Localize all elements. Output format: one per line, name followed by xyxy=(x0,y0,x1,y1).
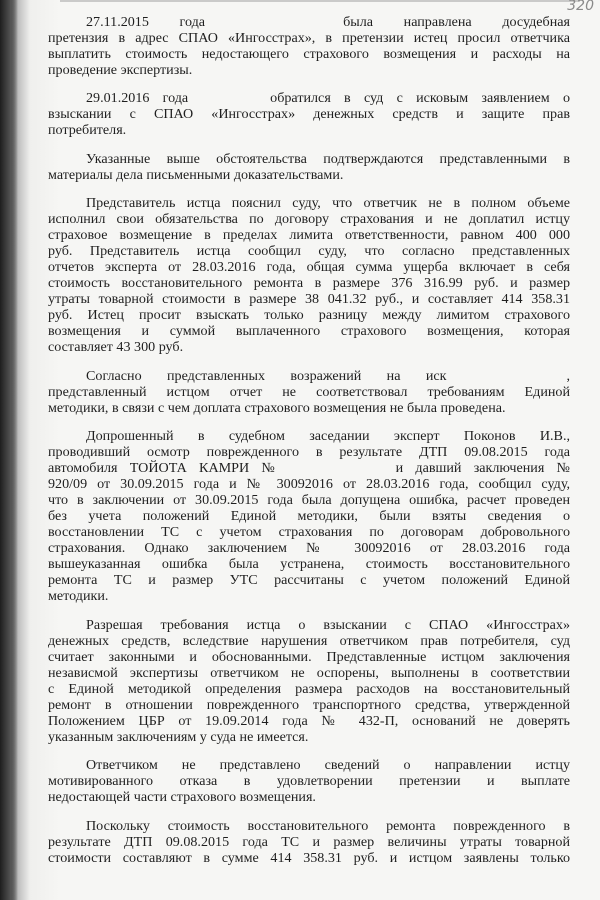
text-line: методики, в связи с чем доплата страхового возмещения не была проведена. xyxy=(48,399,506,416)
text-line: результате ДТП 09.08.2015 года ТС и размер величины утраты товарной xyxy=(48,833,570,850)
text-line: методики. xyxy=(48,588,109,605)
text-line: ремонт в отношении поврежденного транспортного средства, утвержденной xyxy=(48,696,570,713)
paragraph xyxy=(48,151,570,183)
paragraph xyxy=(48,818,570,866)
text-line: считает законными и обоснованными. Представленные истцом заключения xyxy=(48,648,570,665)
text-line: 27.11.2015 года была направлена досудебная xyxy=(86,14,570,30)
paragraph xyxy=(48,617,570,745)
text-line: руб. Представитель истца сообщил суду, что согласно представленных xyxy=(48,243,570,260)
text-line: проведение экспертизы. xyxy=(48,62,193,79)
text-line: Положением ЦБР от 19.09.2014 года № 432-П, оснований не доверять xyxy=(48,712,570,729)
text-line: отчетов эксперта от 28.03.2016 года, общая сумма ущерба включает в себя xyxy=(48,259,570,276)
text-line: без учета положений Единой методики, были взяты сведения о xyxy=(48,508,570,525)
text-line: мотивированного отказа в удовлетворении претензии и выплате xyxy=(48,773,570,790)
text-line: Разрешая требования истца о взыскании с СПАО «Ингосстрах» xyxy=(86,616,570,633)
text-line: материалы дела письменными доказательствами. xyxy=(48,166,344,183)
paragraph xyxy=(48,757,570,805)
text-line: взыскании с СПАО «Ингосстрах» денежных средств и защите прав xyxy=(48,106,570,123)
text-line: Допрошенный в судебном заседании эксперт Поконов И.В., xyxy=(86,427,570,444)
text-line: проводивший осмотр поврежденного в результате ДТП 09.08.2015 года xyxy=(48,444,570,461)
text-line: с Единой методикой определения размера расходов на восстановительный xyxy=(48,680,570,697)
text-line: восстановлении ТС с учетом страхования по договорам добровольного xyxy=(48,524,570,541)
text-line: Ответчиком не представлено сведений о направлении истцу xyxy=(86,757,570,774)
document-body xyxy=(48,14,570,878)
text-line: денежных средств, вследствие нарушения ответчиком прав потребителя, суд xyxy=(48,632,570,649)
scan-shadow-edge xyxy=(0,0,18,900)
text-line: Представитель истца пояснил суду, что ответчик не в полном объеме xyxy=(86,194,570,211)
text-line: выплатить стоимость недостающего страхового возмещения и расходы на xyxy=(48,46,570,63)
text-line: независмой экспертизы ответчиком не оспорены, выполнены в соответствии xyxy=(48,664,570,681)
paragraph xyxy=(48,14,570,78)
text-line: ремонта ТС и размер УТС рассчитаны с учетом положений Единой xyxy=(48,572,570,589)
text-line: что в заключении от 30.09.2015 года была допущена ошибка, расчет проведен xyxy=(48,492,570,509)
text-line: стоимость восстановительного ремонта в размере 376 316.99 руб. и размер xyxy=(48,275,570,292)
text-line: указанным заключениям у суда не имеется. xyxy=(48,729,309,745)
text-line: вышеуказанная ошибка была устранена, стоимость восстановительного xyxy=(48,556,570,573)
text-line: претензия в адрес СПАО «Ингосстрах», в претензии истец просил ответчика xyxy=(48,30,570,47)
text-line: 29.01.2016 года обратился в суд с исковым заявлением о xyxy=(86,90,570,107)
paragraph xyxy=(48,195,570,355)
text-line: Поскольку стоимость восстановительного ремонта поврежденного в xyxy=(86,817,570,834)
top-scan-line xyxy=(60,0,580,2)
text-line: представленный истцом отчет не соответствовал требованиям Единой xyxy=(48,383,570,400)
text-line: автомобиля ТОЙОТА КАМРИ № и давший заключения № xyxy=(48,460,570,477)
paragraph xyxy=(48,428,570,605)
text-line: страхования. Однако заключением № 30092016 от 28.03.2016 года xyxy=(48,540,570,557)
paragraph xyxy=(48,90,570,138)
page-number: 320 xyxy=(567,0,594,14)
text-line: исполнил свои обязательства по договору страхования и не доплатил истцу xyxy=(48,211,570,228)
text-line: 920/09 от 30.09.2015 года и № 30092016 от 28.03.2016 года, сообщил суду, xyxy=(48,476,570,493)
text-line: руб. Истец просит взыскать только разницу между лимитом страхового xyxy=(48,307,570,324)
text-line: недостающей части страхового возмещения. xyxy=(48,789,316,806)
text-line: Согласно представленных возражений на иск , xyxy=(86,367,570,384)
text-line: возмещения и суммой выплаченного страхового возмещения, которая xyxy=(48,323,570,340)
text-line: страховое возмещение в пределах лимита ответственности, равном 400 000 xyxy=(48,227,570,244)
paragraph xyxy=(48,368,570,416)
text-line: стоимости составляют в сумме 414 358.31 руб. и истцом заявлены только xyxy=(48,849,570,866)
text-line: потребителя. xyxy=(48,122,127,139)
text-line: составляет 43 300 руб. xyxy=(48,339,184,356)
text-line: Указанные выше обстоятельства подтверждаются представленными в xyxy=(86,150,570,167)
text-line: утраты товарной стоимости в размере 38 041.32 руб., и составляет 414 358.31 xyxy=(48,291,570,308)
